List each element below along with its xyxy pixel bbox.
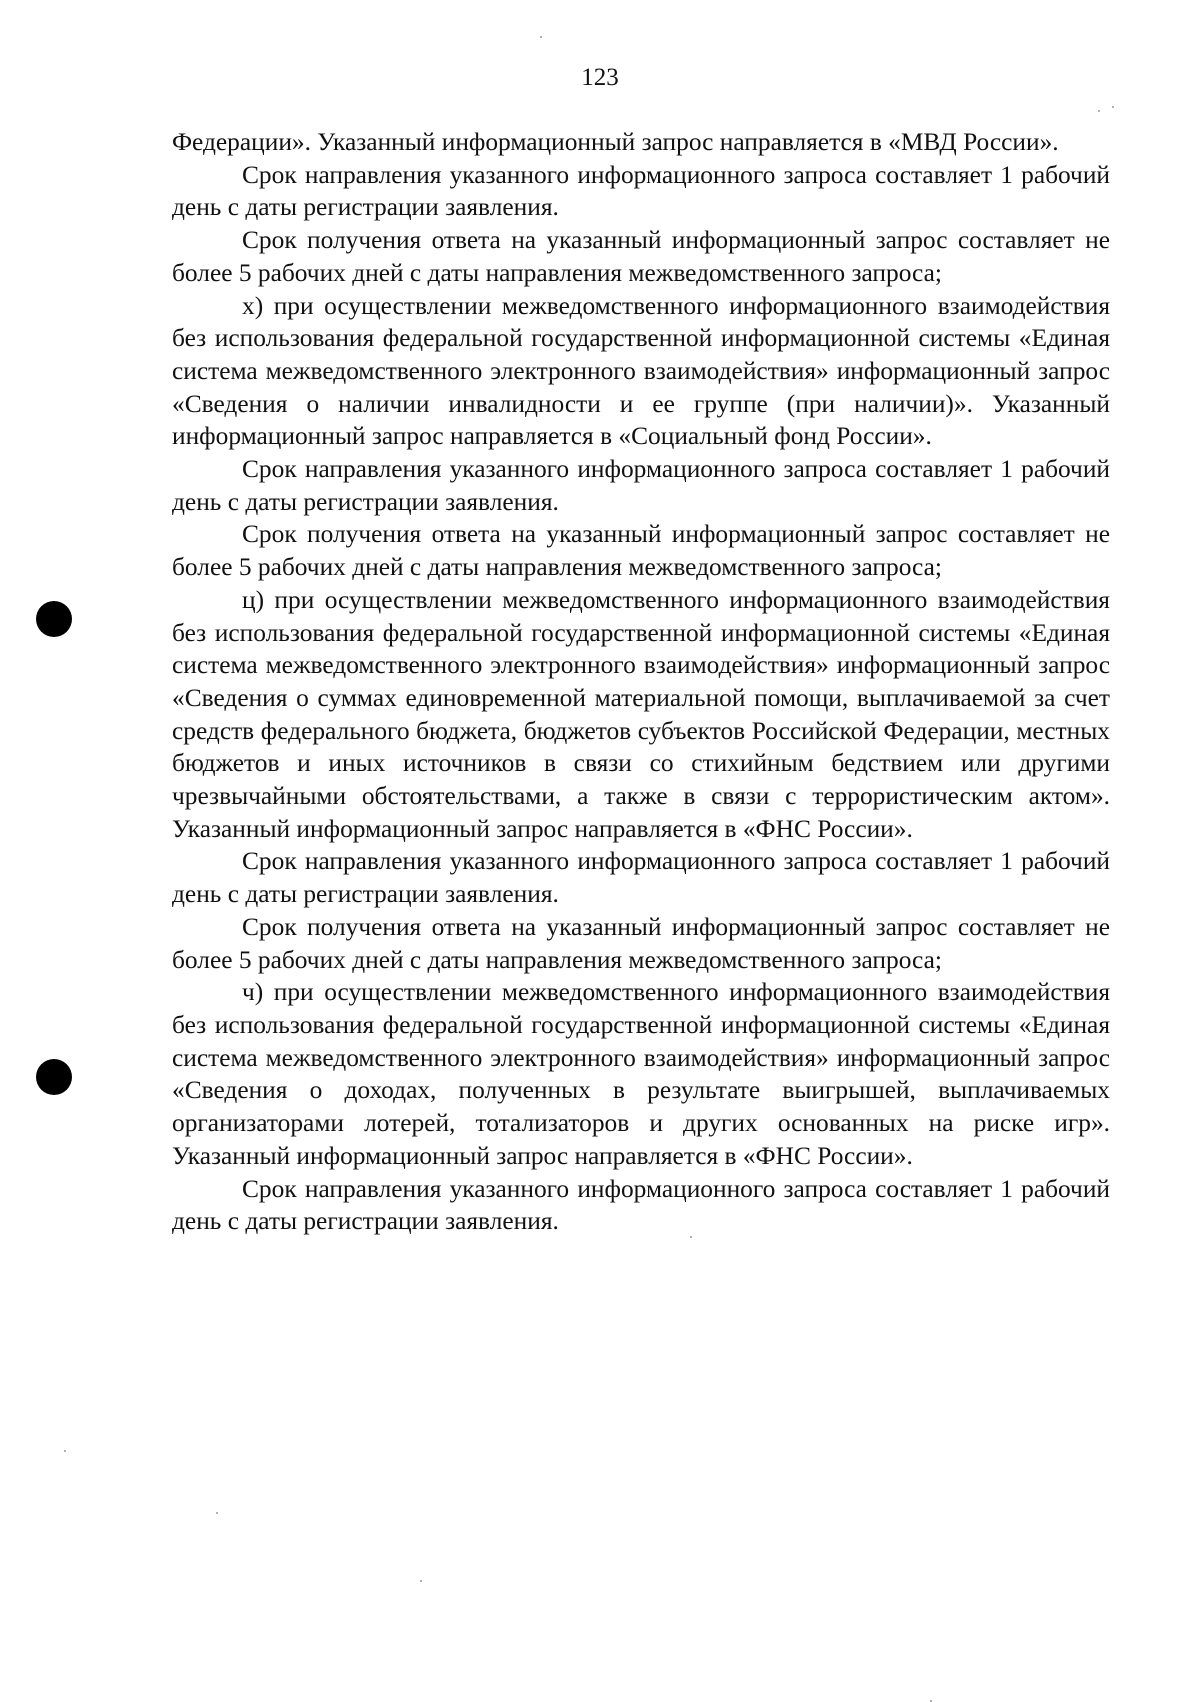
paragraph: Срок направления указанного информационного запроса составляет 1 рабочий день с даты регистрации заявления. (172, 1174, 1110, 1236)
paragraph: Срок направления указанного информационного запроса составляет 1 рабочий день с даты регистрации заявления. (172, 455, 1110, 516)
paragraph: Срок направления указанного информационного запроса составляет 1 рабочий день с даты регистрации заявления. (172, 847, 1110, 909)
paragraph: Срок получения ответа на указанный информационный запрос составляет не более 5 рабочих дней с даты направления межведомственного запроса; (172, 520, 1110, 582)
paragraph: Срок направления указанного информационного запроса составляет 1 рабочий день с даты регистрации заявления. (172, 160, 1110, 222)
paragraph: х) при осуществлении межведомственного информационного взаимодействия без использования федеральной государственной информационной системы «Единая система межведомственного электронного взаимодействия» информационный запрос «Сведения о наличии инвалидности и ее группе (при наличии)». Указанный информационный запрос направляется в «Социальный фонд России». (172, 291, 1110, 451)
scan-speck (216, 1512, 218, 1514)
scan-speck (420, 1580, 422, 1582)
body-text (172, 126, 1110, 1238)
punch-hole-upper (36, 601, 72, 637)
paragraph: ч) при осуществлении межведомственного информационного взаимодействия без использования федеральной государственной информационной системы «Единая система межведомственного электронного взаимодействия» информационный запрос «Сведения о доходах, полученных в результате выигрышей, выплачиваемых организаторами лотерей, тотализаторов и других основанных на риске игр». Указанный информационный запрос направляется в «ФНС России». (172, 978, 1110, 1170)
scan-speck (1098, 110, 1100, 112)
scan-speck (540, 36, 542, 38)
paragraph: Срок получения ответа на указанный информационный запрос составляет не более 5 рабочих дней с даты направления межведомственного запроса; (172, 226, 1110, 287)
page-number: 123 (581, 64, 619, 91)
paragraph: Федерации». Указанный информационный запрос направляется в «МВД России». (172, 128, 1059, 156)
paragraph: ц) при осуществлении межведомственного информационного взаимодействия без использования федеральной государственной информационной системы «Единая система межведомственного электронного взаимодействия» информационный запрос «Сведения о суммах единовременной материальной помощи, выплачиваемой за счет средств федерального бюджета, бюджетов субъектов Российской Федерации, местных бюджетов и иных источников в связи со стихийным бедствием или другими чрезвычайными обстоятельствами, а также в связи с террористическим актом». Указанный информационный запрос направляется в «ФНС России». (172, 585, 1110, 843)
paragraph: Срок получения ответа на указанный информационный запрос составляет не более 5 рабочих дней с даты направления межведомственного запроса; (172, 912, 1110, 974)
punch-hole-lower (36, 1059, 72, 1095)
scan-speck (1112, 106, 1114, 108)
scan-speck (64, 1450, 66, 1452)
